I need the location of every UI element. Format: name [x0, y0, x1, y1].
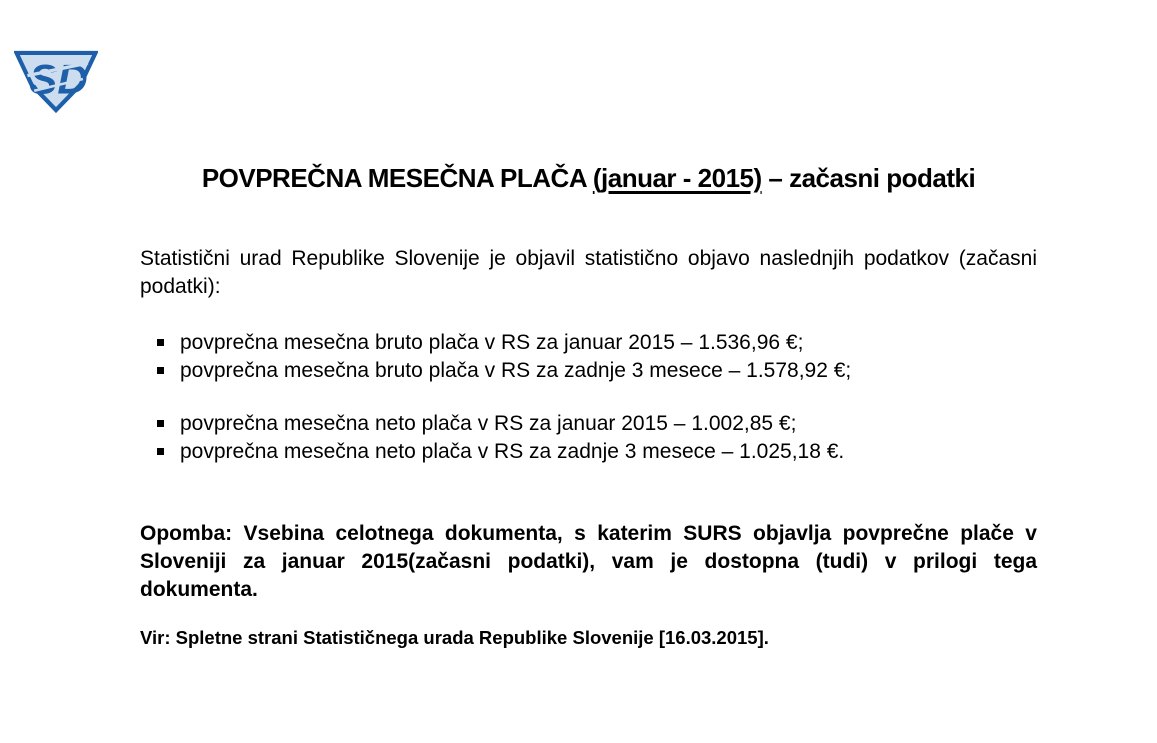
title-part1: POVPREČNA MESEČNA PLAČA	[201, 163, 593, 193]
source-line: Vir: Spletne strani Statističnega urada Republike Slovenije [16.03.2015].	[140, 627, 769, 648]
logo-letters: SD	[29, 55, 88, 103]
list-item	[140, 410, 1037, 438]
bullet-square-icon	[157, 367, 164, 374]
note-paragraph: Opomba: Vsebina celotnega dokumenta, s katerim SURS objavlja povprečne plače v Sloveniji za januar 2015(začasni podatki), vam je dostopna (tudi) v prilogi tega dokumenta.	[140, 522, 1037, 601]
document-title	[140, 159, 1037, 197]
intro-paragraph: Statistični urad Republike Slovenije je objavil statistično objavo naslednjih podatkov (začasni podatki):	[140, 247, 1037, 298]
title-date-underlined: (januar - 2015)	[592, 163, 762, 193]
bruto-bullet-list	[140, 329, 1037, 385]
bullet-square-icon	[157, 448, 164, 455]
bullet-text: povprečna mesečna bruto plača v RS za januar 2015 – 1.536,96 €;	[180, 331, 804, 354]
list-item	[140, 357, 1037, 385]
bullet-square-icon	[157, 420, 164, 427]
bullet-text: povprečna mesečna bruto plača v RS za zadnje 3 mesece – 1.578,92 €;	[180, 359, 852, 382]
sd-logo	[14, 45, 98, 113]
title-part2: – začasni podatki	[761, 163, 976, 193]
list-item	[140, 438, 1037, 466]
neto-bullet-list	[140, 410, 1037, 466]
bullet-text: povprečna mesečna neto plača v RS za zadnje 3 mesece – 1.025,18 €.	[180, 440, 845, 463]
bullet-square-icon	[157, 339, 164, 346]
sd-shield-icon	[14, 45, 98, 113]
list-item	[140, 329, 1037, 357]
bullet-text: povprečna mesečna neto plača v RS za januar 2015 – 1.002,85 €;	[180, 412, 797, 435]
